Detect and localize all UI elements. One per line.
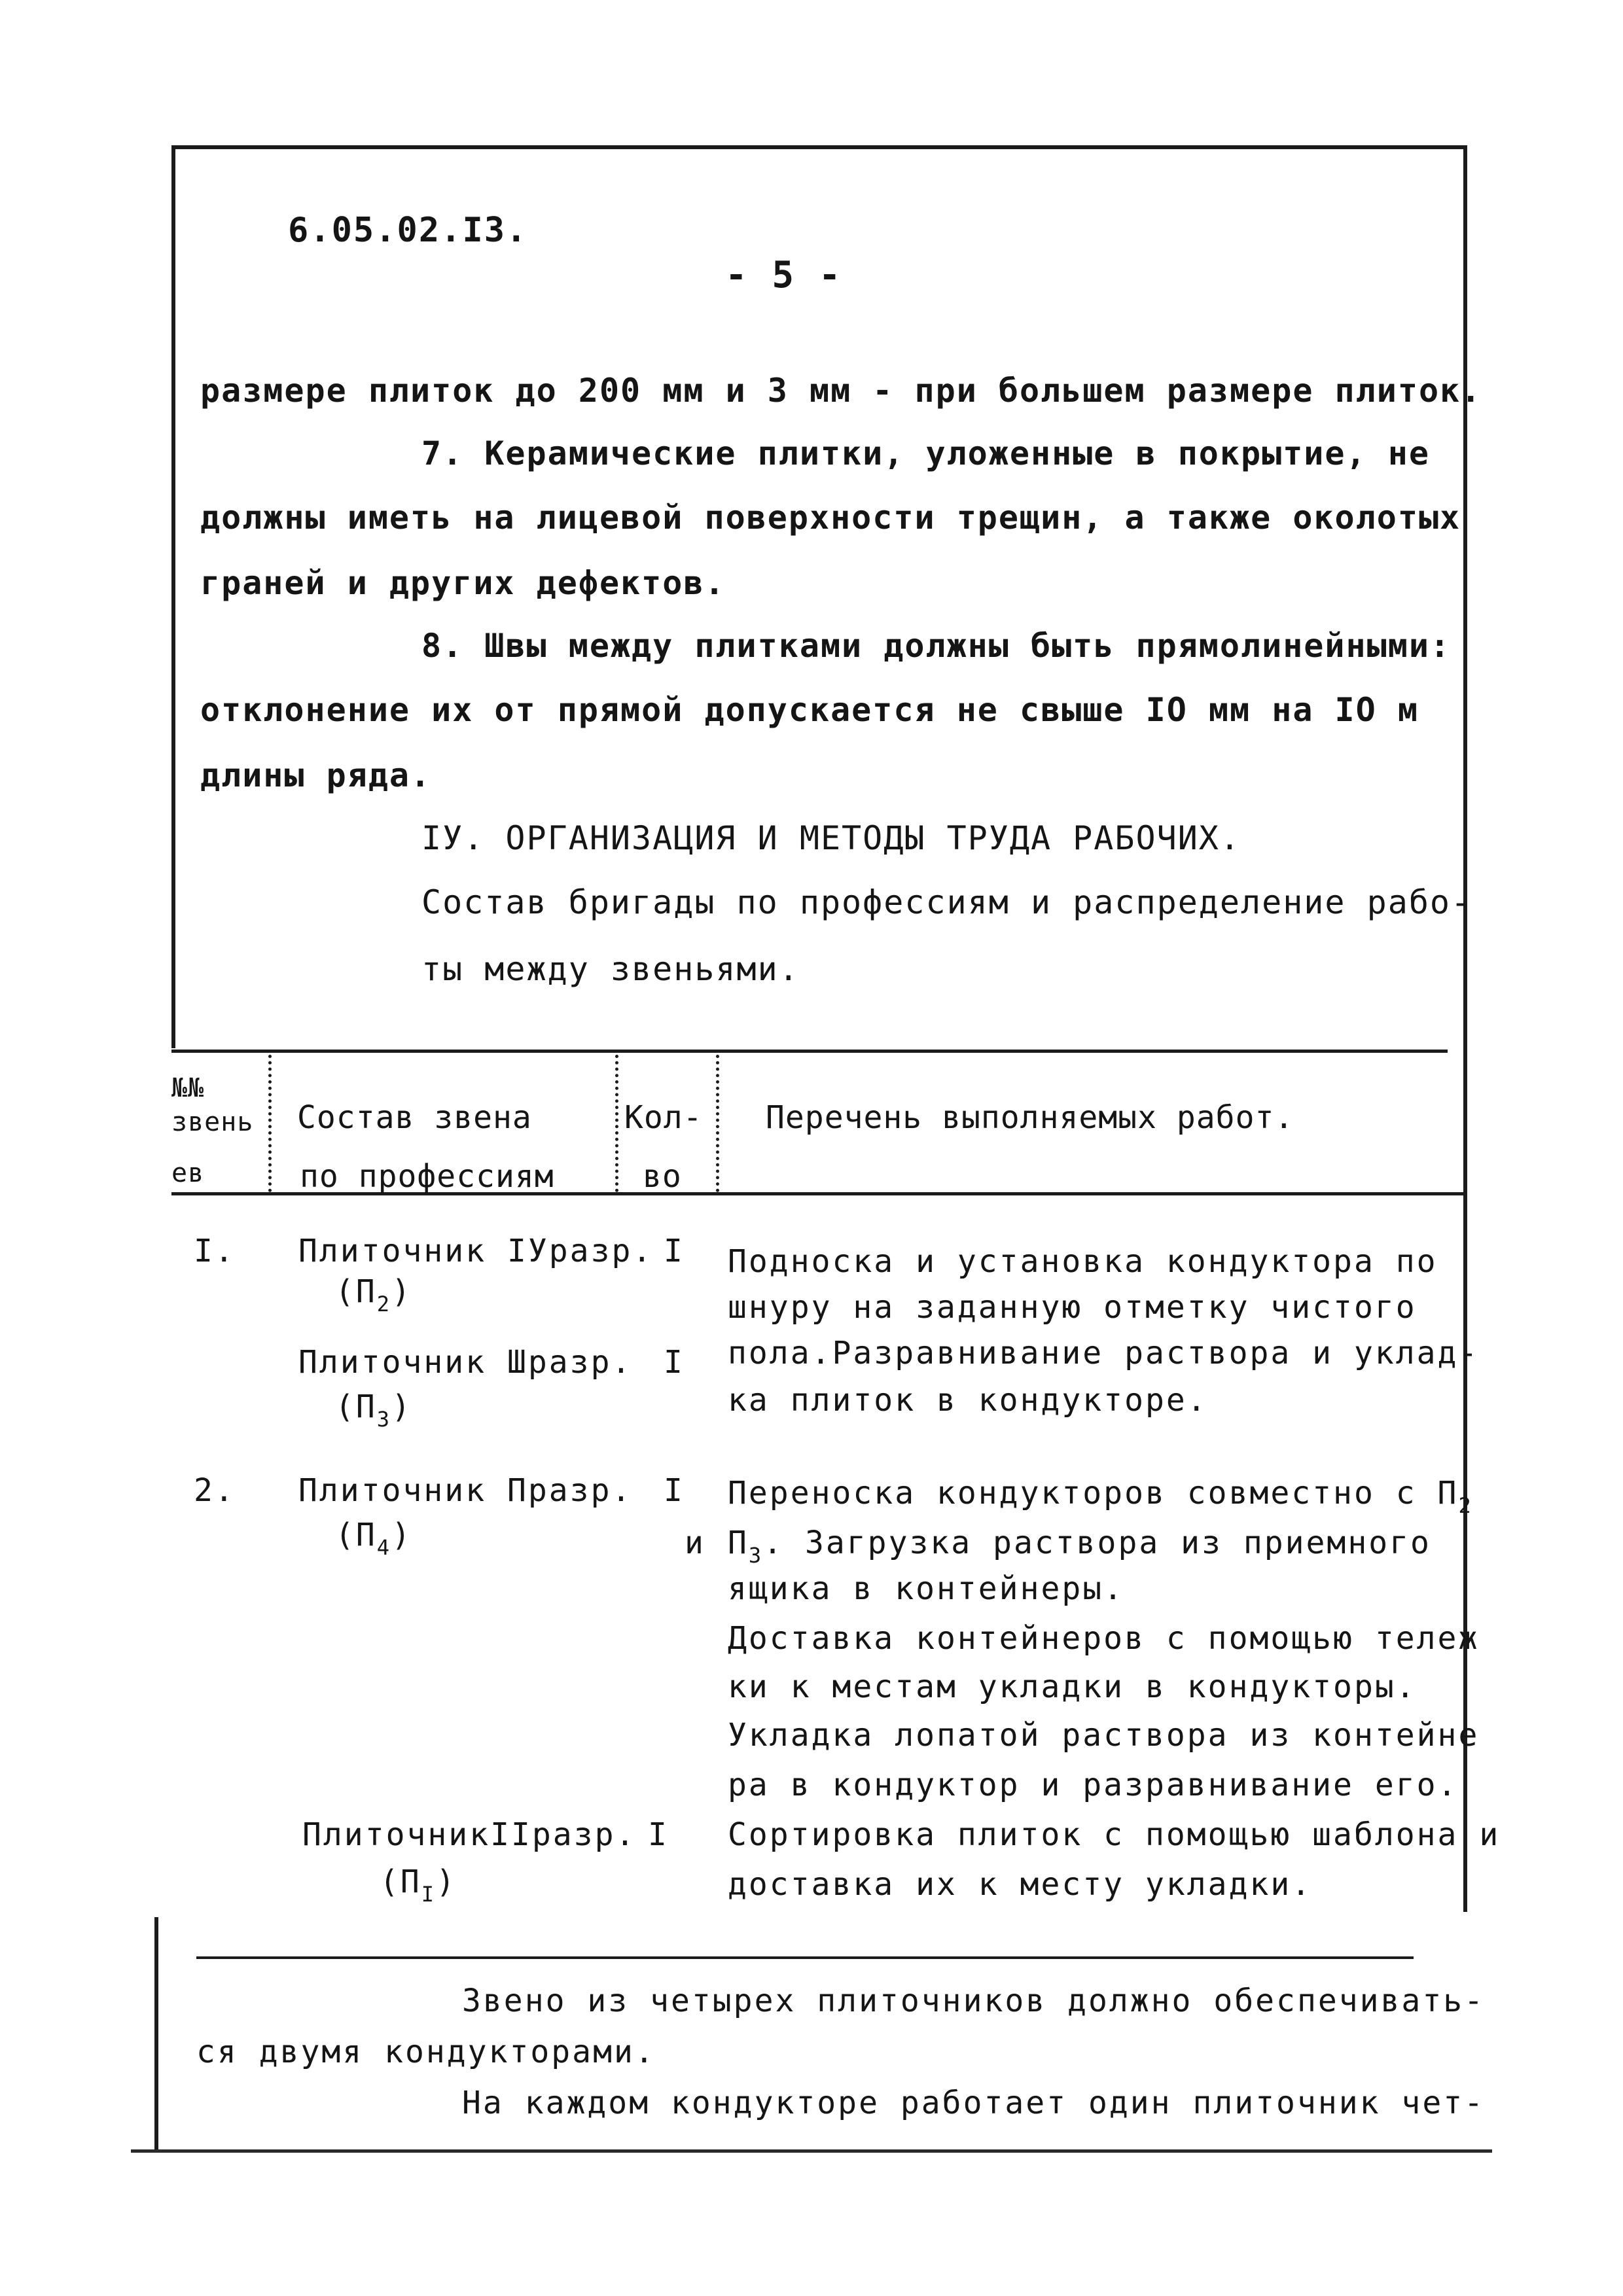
header-composition: по профессиям bbox=[300, 1158, 554, 1195]
member-profession: Плиточник IУразр. bbox=[298, 1233, 654, 1269]
member-code: $(П_3)$ bbox=[335, 1388, 412, 1432]
table-top-rule bbox=[171, 1050, 1448, 1053]
work-line: $П_3$. Загрузка раствора из приемного bbox=[728, 1525, 1431, 1568]
frame-left-border-lower bbox=[154, 1917, 158, 2153]
column-divider bbox=[716, 1055, 719, 1192]
row-number: 2. bbox=[194, 1472, 236, 1509]
section-heading: IУ. ОРГАНИЗАЦИЯ И МЕТОДЫ ТРУДА РАБОЧИХ. bbox=[421, 819, 1241, 857]
body-line: 7. Керамические плитки, уложенные в покрытие, не bbox=[421, 434, 1430, 472]
header-work-list: Перечень выполняемых работ. bbox=[766, 1099, 1294, 1136]
page-number: - 5 - bbox=[725, 254, 842, 296]
footer-line: На каждом кондукторе работает один плиточник чет- bbox=[462, 2085, 1486, 2121]
work-line: шнуру на заданную отметку чистого bbox=[728, 1289, 1417, 1326]
table-bottom-rule bbox=[196, 1956, 1414, 1959]
header-num-line: №№ bbox=[171, 1073, 205, 1103]
member-qty: I bbox=[664, 1233, 685, 1269]
frame-bottom-border bbox=[131, 2149, 1492, 2153]
work-line: ка плиток в кондукторе. bbox=[728, 1382, 1208, 1419]
body-line: ты между звеньями. bbox=[421, 950, 800, 988]
frame-left-border bbox=[171, 145, 175, 1048]
member-code: $(П_2)$ bbox=[335, 1273, 412, 1316]
work-line: пола.Разравнивание раствора и уклад- bbox=[728, 1335, 1480, 1371]
column-divider bbox=[615, 1055, 618, 1192]
body-line: Состав бригады по профессиям и распределение рабо- bbox=[421, 883, 1472, 921]
header-qty: Кол- bbox=[624, 1099, 703, 1136]
body-line: 8. Швы между плитками должны быть прямолинейными: bbox=[421, 627, 1452, 665]
work-line: Доставка контейнеров с помощью тележ bbox=[728, 1620, 1480, 1657]
work-line: доставка их к месту укладки. bbox=[728, 1866, 1313, 1903]
work-line: Укладка лопатой раствора из контейне bbox=[728, 1717, 1480, 1754]
member-qty: I bbox=[648, 1816, 669, 1853]
footer-line: Звено из четырех плиточников должно обеспечивать- bbox=[462, 1983, 1486, 2019]
body-line: размере плиток до 200 мм и 3 мм - при большем размере плиток. bbox=[200, 372, 1482, 410]
work-line: Подноска и установка кондуктора по bbox=[728, 1243, 1438, 1280]
member-code: $(П_4)$ bbox=[335, 1517, 412, 1560]
header-composition: Состав звена bbox=[297, 1099, 532, 1136]
member-profession: ПлиточникIIразр. bbox=[302, 1816, 637, 1853]
document-code: 6.05.02.I3. bbox=[288, 211, 528, 250]
frame-top-border bbox=[171, 145, 1466, 149]
work-line: Переноска кондукторов совместно с $П_2$ bbox=[728, 1475, 1473, 1518]
header-num-line: звень bbox=[171, 1107, 254, 1137]
header-num-line: ев bbox=[171, 1158, 205, 1188]
work-line: Сортировка плиток с помощью шаблона и bbox=[728, 1816, 1501, 1853]
column-divider bbox=[268, 1055, 272, 1192]
body-line: должны иметь на лицевой поверхности трещин, а также околотых bbox=[200, 499, 1461, 537]
member-code: $(П_I)$ bbox=[380, 1863, 457, 1907]
work-line: ра в кондуктор и разравнивание его. bbox=[728, 1767, 1459, 1803]
footer-line: ся двумя кондукторами. bbox=[196, 2034, 656, 2070]
member-qty: I bbox=[664, 1472, 685, 1509]
member-qty: I bbox=[664, 1344, 685, 1381]
work-line: ки к местам укладки в кондукторы. bbox=[728, 1669, 1417, 1705]
header-qty: во bbox=[643, 1158, 682, 1195]
work-line: ящика в контейнеры. bbox=[728, 1570, 1125, 1607]
member-profession: Плиточник Шразр. bbox=[298, 1344, 633, 1381]
member-profession: Плиточник Празр. bbox=[298, 1472, 633, 1509]
row-number: I. bbox=[194, 1233, 236, 1269]
conjunction: и bbox=[685, 1525, 705, 1561]
body-line: отклонение их от прямой допускается не свыше IO мм на IO м bbox=[200, 691, 1419, 729]
body-line: граней и других дефектов. bbox=[200, 564, 726, 602]
body-line: длины ряда. bbox=[200, 756, 432, 794]
